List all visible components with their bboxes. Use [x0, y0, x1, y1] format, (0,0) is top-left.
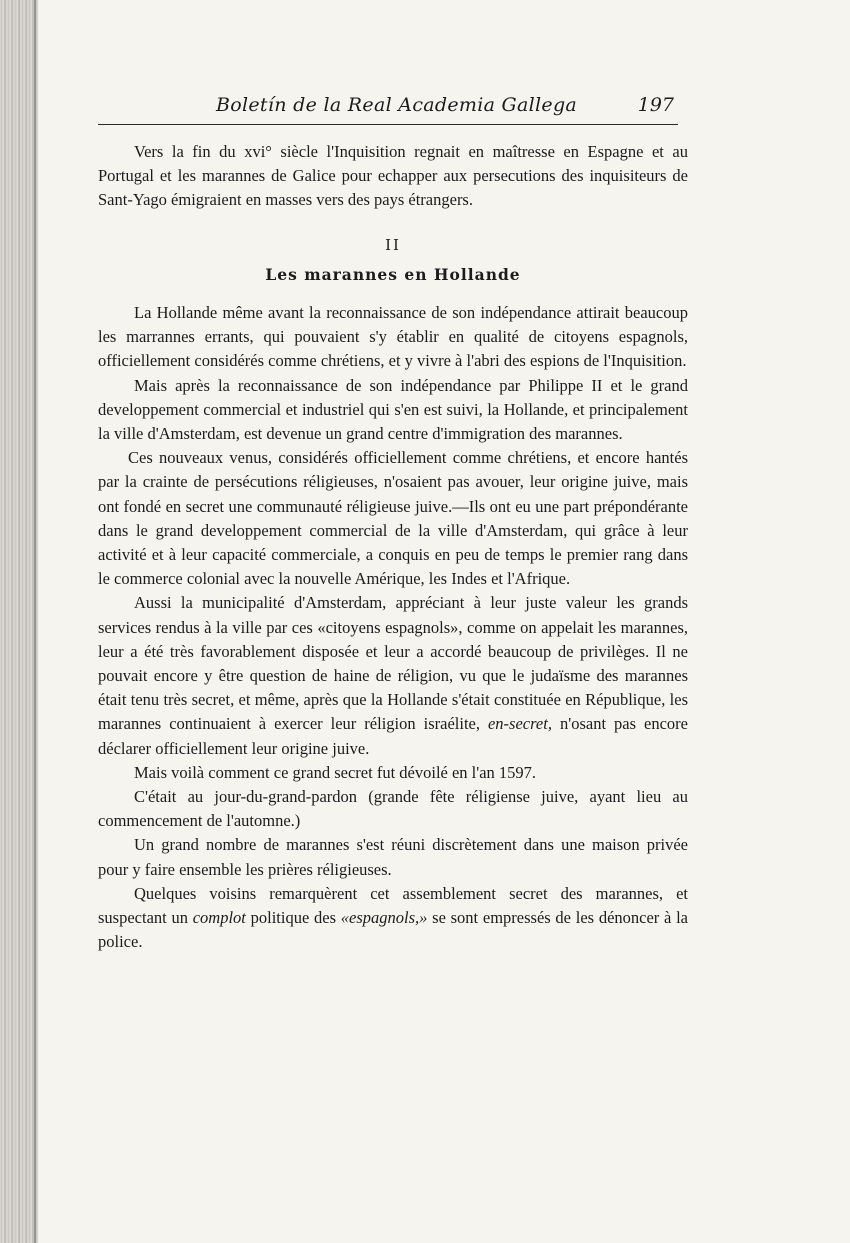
scanned-page-edge [0, 0, 38, 1243]
paragraph-4: Ces nouveaux venus, considérés officiellement comme chrétiens, et encore hantés par la crainte de persécutions réligieuses, n'osaient pas avouer, leur origine juive, mais ont fondé en secret une communauté réligieuse juive.—Ils ont eu une part prépondérante dans le grand developpement commercial de la ville d'Amsterdam, qui grâce à leur activité et à leur capacité commerciale, a conquis en peu de temps le premier rang dans le commerce colonial avec la nouvelle Amérique, les Indes et l'Afrique. [98, 448, 688, 589]
page-number: 197 [637, 94, 674, 116]
running-title: Boletín de la Real Academia Gallega [216, 94, 578, 116]
paragraph-9-text-b: politique des [245, 908, 341, 928]
paragraph-5-italic: en-secret, [487, 714, 552, 734]
paragraph-9-text-c: se sont empressés de les dénoncer à la police. [98, 908, 689, 952]
paragraph-9-italic-2: «espagnols,» [340, 908, 428, 928]
paragraph-9 [98, 882, 688, 955]
paragraph-9-text-a: Quelques voisins remarquèrent cet assemblement secret des marannes, et suspectant un [98, 883, 688, 928]
paragraph-5-text-a: Aussi la municipalité d'Amsterdam, appréciant à leur juste valeur les grands services rendus à la ville par ces «citoyens espagnols», comme on appelait les marannes, leur a été très favorablement disposée et leur a accordé beaucoup de privilèges. Il ne pouvait encore y être question de haine de réligion, vu que le judaïsme des marannes était tenu très secret, et même, après que la Hollande s'était constituée en République, les marannes continuaient à exercer leur réligion israélite, [98, 593, 688, 734]
paragraph-1: Vers la fin du xvi° siècle l'Inquisition regnait en maîtresse en Espagne et au Portugal et les marannes de Galice pour echapper aux persecutions des inquisiteurs de Sant-Yago émigraient en masses vers des pays étrangers. [98, 142, 688, 210]
paragraph-5 [98, 591, 688, 760]
paragraph-2: La Hollande même avant la reconnaissance de son indépendance attirait beaucoup les marrannes errants, qui pouvaient s'y établir en qualité de citoyens espagnols, officiellement considérés comme chrétiens, et y vivre à l'abri des espions de l'Inquisition. [98, 303, 688, 371]
paragraph-6: Mais voilà comment ce grand secret fut dévoilé en l'an 1597. [134, 762, 537, 782]
binding-line [34, 0, 36, 1243]
page-header [98, 88, 678, 125]
paragraph-5-text-b: n'osant pas encore déclarer officiellement leur origine juive. [98, 714, 688, 758]
paragraph-9-italic-1: complot [192, 908, 246, 928]
paragraph-8: Un grand nombre de marannes s'est réuni discrètement dans une maison privée pour y faire ensemble les prières réligieuses. [98, 835, 688, 879]
paragraph-7: C'était au jour-du-grand-pardon (grande fête réligiense juive, ayant lieu au commencement de l'automne.) [98, 787, 688, 831]
body-text [98, 140, 688, 955]
paragraph-3: Mais après la reconnaissance de son indépendance par Philippe II et le grand developpement commercial et industriel qui s'en est suivi, la Hollande, et principalement la ville d'Amsterdam, est devenue un grand centre d'immigration des marannes. [98, 375, 688, 444]
section-title: Les marannes en Hollande [265, 264, 521, 284]
section-number: II [385, 235, 401, 254]
